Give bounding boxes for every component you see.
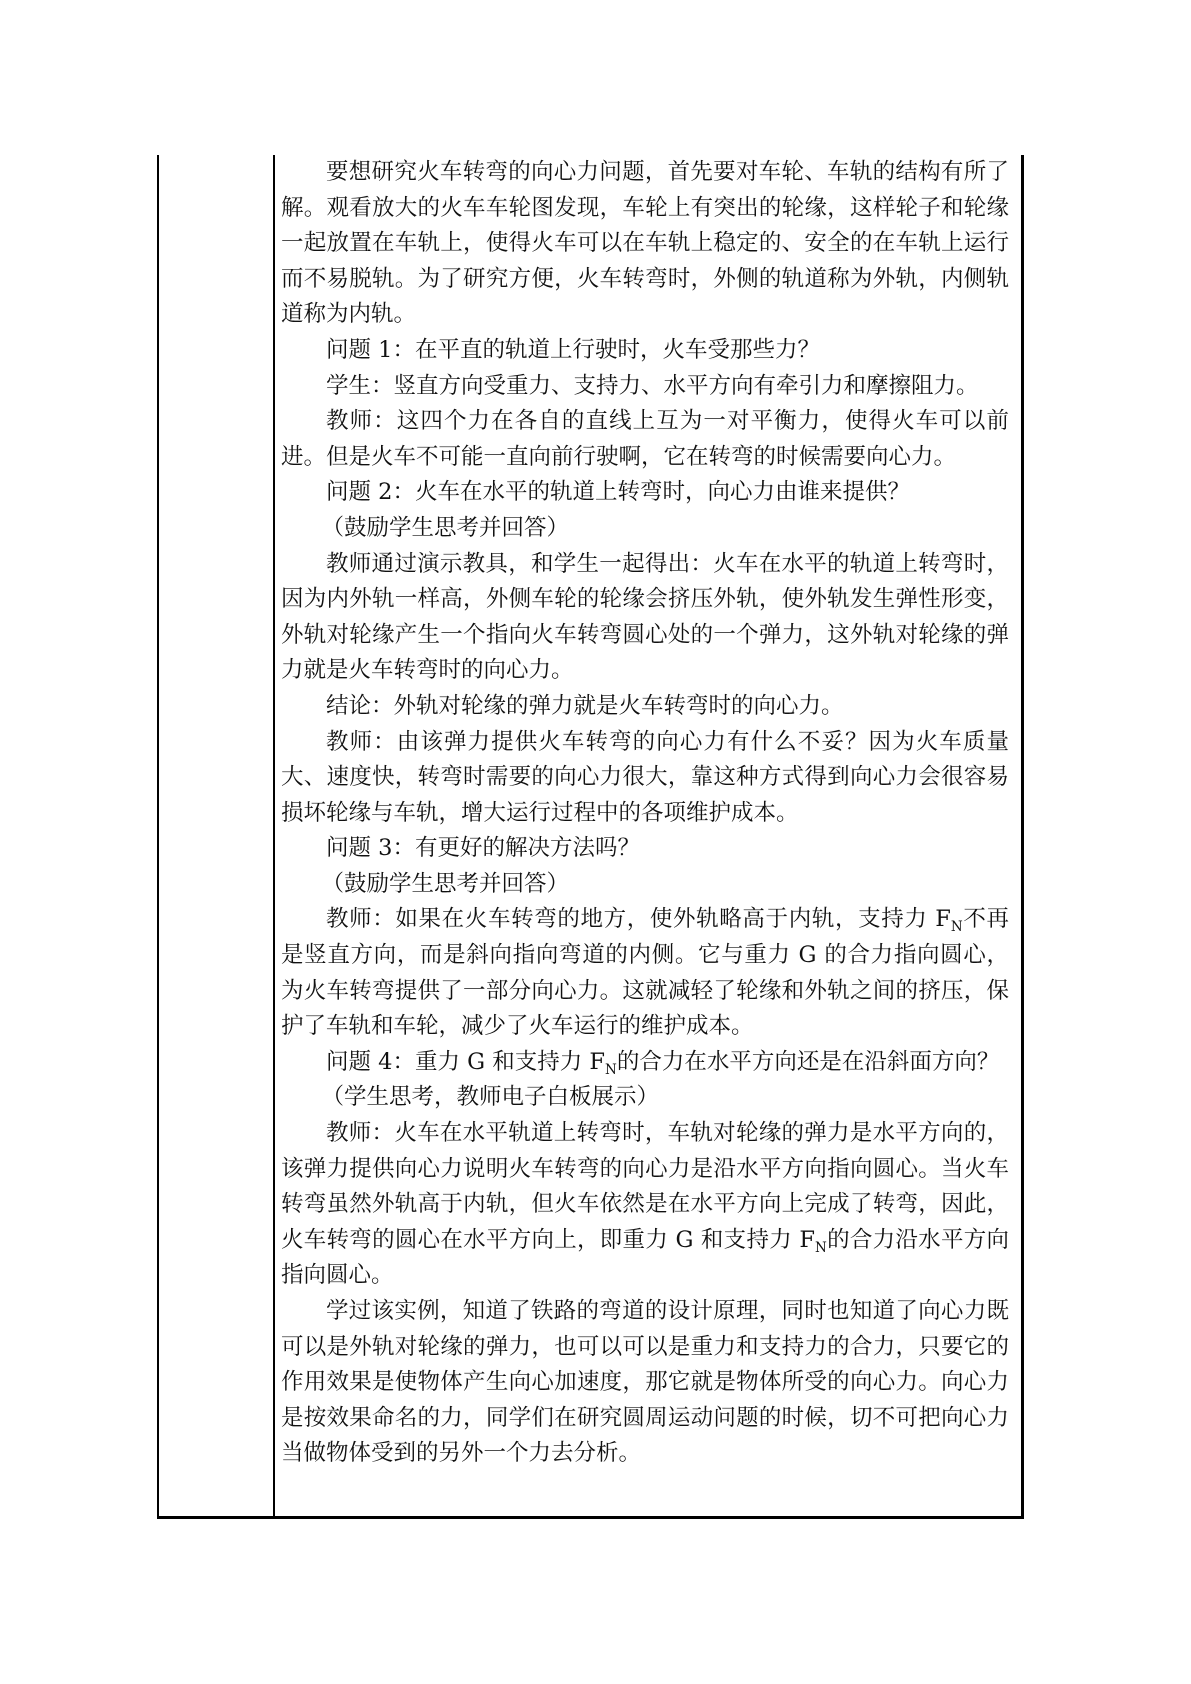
subscript-n: N: [605, 1061, 617, 1078]
subscript-n: N: [950, 919, 963, 936]
paragraph-student-answer: 学生：竖直方向受重力、支持力、水平方向有牵引力和摩擦阻力。: [326, 372, 979, 399]
paragraph-teacher-1: 教师：这四个力在各自的直线上互为一对平衡力，使得火车可以前进。但是火车不可能一直向前行驶啊，它在转弯的时候需要向心力。: [281, 408, 1009, 470]
paragraph-summary: 学过该实例，知道了铁路的弯道的设计原理，同时也知道了向心力既可以是外轨对轮缘的弹力，也可以可以是重力和支持力的合力，只要它的作用效果是使物体产生向心加速度，那它就是物体所受的向心力。向心力是按效果命名的力，同学们在研究圆周运动问题的时候，切不可把向心力当做物体受到的另外一个力去分析。: [281, 1298, 1009, 1467]
paragraph-teacher-2: 教师：由该弹力提供火车转弯的向心力有什么不妥？因为火车质量大、速度快，转弯时需要的向心力很大，靠这种方式得到向心力会很容易损坏轮缘与车轨，增大运行过程中的各项维护成本。: [281, 728, 1009, 826]
paragraph-whiteboard: （学生思考，教师电子白板展示）: [321, 1084, 660, 1111]
paragraph-question-3: 问题 3：有更好的解决方法吗？: [326, 835, 640, 862]
text-segment: 的合力在水平方向还是在沿斜面方向？: [616, 1048, 1000, 1075]
content-cell: [275, 155, 1021, 1516]
lesson-table: [157, 155, 1024, 1519]
paragraph-demo: 教师通过演示教具，和学生一起得出：火车在水平的轨道上转弯时，因为内外轨一样高，外侧车轮的轮缘会挤压外轨，使外轨发生弹性形变，外轨对轮缘产生一个指向火车转弯圆心处的一个弹力，这外轨对轮缘的弹力就是火车转弯时的向心力。: [281, 550, 1009, 684]
text-segment: 教师：火车在水平轨道上转弯时，车轨对轮缘的弹力是水平方向的，该弹力提供向心力说明火车转弯的向心力是沿水平方向指向圆心。当火车转弯虽然外轨高于内轨，但火车依然是在水平方向上完成了转弯，因此，火车转弯的圆心在水平方向上，即重力 G 和支持力 F: [281, 1120, 1009, 1253]
text-segment: 问题 4：重力 G 和支持力 F: [326, 1048, 606, 1075]
paragraph-teacher-3: [281, 902, 1009, 1044]
text-segment: 的合力沿水平方向指向圆心。: [281, 1226, 1009, 1289]
paragraph-teacher-4: [281, 1116, 1009, 1294]
left-column-cell: [159, 155, 275, 1516]
subscript-n: N: [815, 1239, 827, 1256]
text-segment: 教师：如果在火车转弯的地方，使外轨略高于内轨，支持力 F: [326, 906, 951, 933]
paragraph-question-4: [281, 1045, 1009, 1081]
text-segment: 不再是竖直方向，而是斜向指向弯道的内侧。它与重力 G 的合力指向圆心，为火车转弯提供了一部分向心力。这就减轻了轮缘和外轨之间的挤压，保护了车轨和车轮，减少了火车运行的维护成本。: [281, 906, 1009, 1040]
paragraph-intro: 要想研究火车转弯的向心力问题，首先要对车轮、车轨的结构有所了解。观看放大的火车车轮图发现，车轮上有突出的轮缘，这样轮子和轮缘一起放置在车轨上，使得火车可以在车轨上稳定的、安全的在车轨上运行而不易脱轨。为了研究方便，火车转弯时，外侧的轨道称为外轨，内侧轨道称为内轨。: [281, 159, 1009, 328]
paragraph-encourage-2: （鼓励学生思考并回答）: [321, 870, 570, 897]
paragraph-question-2: 问题 2：火车在水平的轨道上转弯时，向心力由谁来提供？: [326, 479, 910, 506]
paragraph-conclusion: 结论：外轨对轮缘的弹力就是火车转弯时的向心力。: [326, 692, 844, 719]
paragraph-encourage-1: （鼓励学生思考并回答）: [321, 514, 570, 541]
paragraph-question-1: 问题 1：在平直的轨道上行驶时，火车受那些力？: [326, 336, 820, 363]
